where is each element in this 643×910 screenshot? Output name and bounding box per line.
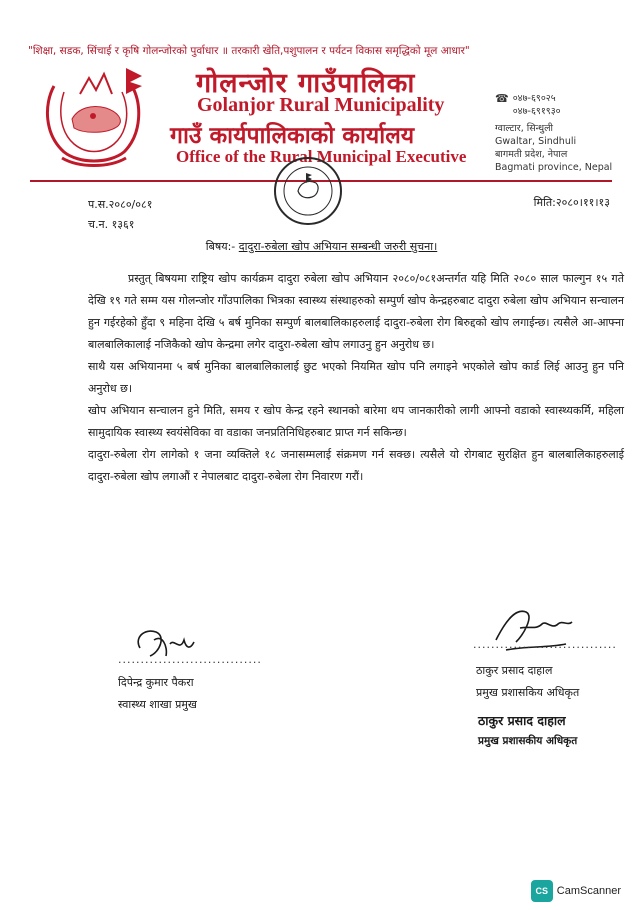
signatory-right: [476, 660, 579, 704]
office-title-nepali: गाउँ कार्यपालिकाको कार्यालय: [170, 123, 415, 149]
office-title-english: Office of the Rural Municipal Executive: [176, 147, 467, 166]
subject-text: दादुरा-रुबेला खोप अभियान सम्बन्धी जरुरी सुचना।: [238, 240, 438, 253]
camscanner-label: CamScanner: [556, 885, 621, 897]
subject-label: बिषय:-: [205, 240, 236, 253]
dispatch-number: च.न. १३६१: [88, 218, 135, 231]
municipality-title-nepali: गोलन्जोर गाउँपालिका: [196, 68, 416, 99]
phone-number-1: ०४७-६९०२५: [512, 93, 556, 104]
signatory-right-name: ठाकुर प्रसाद दाहाल: [476, 664, 553, 677]
subject-line: [0, 239, 643, 254]
body-paragraph-2: साथै यस अभियानमा ५ बर्ष मुनिका बालबालिकालाई छुट भएको नियमित खोप पनि लगाइने भएकोले खोप कार्ड लिई आउनु हुन पनि अनुरोध छ।: [88, 360, 624, 395]
signatory-left: [118, 672, 197, 716]
phone-number-2: ०४७-६९१९३०: [512, 106, 561, 117]
address-nepali: ग्वाल्टार, सिन्धुली: [495, 123, 553, 134]
signature-line-right: ................................: [473, 638, 617, 651]
body-paragraph-4: दादुरा-रुबेला रोग लागेको १ जना व्यक्तिले १८ जनासम्मलाई संक्रमण गर्न सक्छ। त्यसैले यो रोगबाट सुरक्षित हुन बालबालिकाहरुलाई दादुरा-रुबेला खोप लगाऔं र नेपालबाट दादुरा-रुबेला रोग निवारण गरौं।: [88, 448, 624, 483]
slogan: "शिक्षा, सडक, सिंचाई र कृषि गोलन्जोरको पुर्वाधार ॥ तरकारी खेति,पशुपालन र पर्यटन विकास समृद्धिको मूल आधार": [28, 45, 470, 57]
nepal-emblem-icon: [34, 64, 152, 170]
signatory-left-name: दिपेन्द्र कुमार पैकरा: [118, 676, 194, 689]
fiscal-year: प.स.२०८०/०८१: [88, 198, 153, 211]
phone-icon: ☎: [495, 92, 509, 105]
letter-date: मिति:२०८०।११।१३: [533, 196, 610, 209]
body-paragraph-1: प्रस्तुत् बिषयमा राष्ट्रिय खोप कार्यक्रम दादुरा रुबेला खोप अभियान २०८०/०८१अन्तर्गत यहि मिति २०८० साल फाल्गुन १५ गते देखि १९ गते सम्म यस गोलन्जोर गाँउपालिका भित्रका स्वास्थ्य संस्थाहरुको सम्पुर्ण खोप केन्द्रहरुबाट दादुरा रुबेला खोप अभियान सन्चालन हुन गईरहेको हुँदा ९ महिना देखि ५ बर्ष मुनिका सम्पुर्ण बालबालिकाहरुलाई दादुरा-रुबेला रोग बिरुद्दको खोप लगाईन्छ। त्यसैले आ-आफ्ना बालबालिकालाई नजिकैको खोप केन्द्रमा लगेर दादुरा-रुबेला खोप लगाउनु हुन अनुरोध छ।: [88, 272, 624, 351]
name-stamp-title: प्रमुख प्रशासकीय अधिकृत: [478, 735, 578, 747]
contact-block: [495, 92, 613, 174]
body-paragraph-3: खोप अभियान सन्चालन हुने मिति, समय र खोप केन्द्र रहने स्थानको बारेमा थप जानकारीको लागी आफ्नो वडाको स्वास्थ्यकर्मि, महिला सामुदायिक स्वास्थ्य स्वयंसेविका वा वडाका जनप्रतिनिधिहरुबाट प्राप्त गर्न सकिन्छ।: [88, 404, 624, 439]
province-english: Bagmati province, Nepal: [495, 162, 613, 173]
name-stamp: [478, 710, 577, 752]
camscanner-logo-icon: CS: [531, 880, 553, 902]
camscanner-badge: [531, 880, 621, 902]
address-english: Gwaltar, Sindhuli: [495, 136, 577, 147]
phone-numbers: [495, 92, 613, 118]
municipality-title-english: Golanjor Rural Municipality: [197, 94, 445, 116]
letter-body: [88, 268, 624, 488]
signature-line-left: ................................: [118, 653, 262, 666]
signatory-right-title: प्रमुख प्रशासकिय अधिकृत: [476, 686, 580, 699]
signatory-left-title: स्वास्थ्य शाखा प्रमुख: [118, 698, 197, 711]
name-stamp-name: ठाकुर प्रसाद दाहाल: [478, 713, 566, 728]
reference-block: [88, 195, 152, 235]
office-stamp-icon: [272, 155, 344, 227]
province-nepali: बागमती प्रदेश, नेपाल: [495, 149, 568, 160]
